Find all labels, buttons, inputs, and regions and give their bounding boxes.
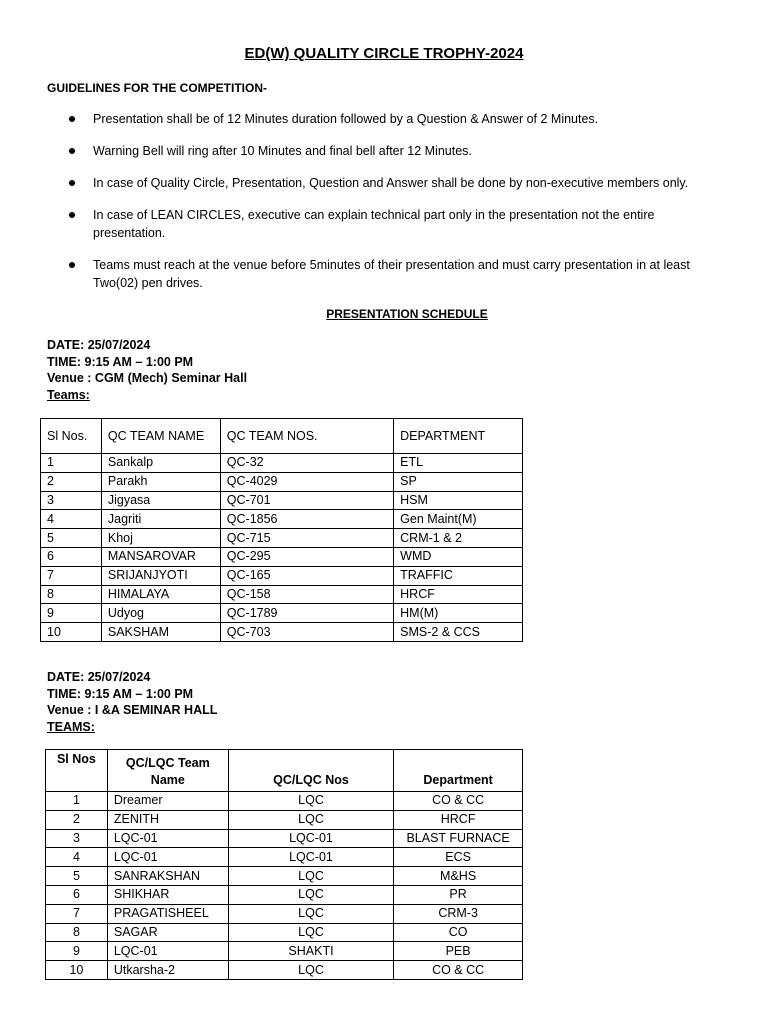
team-no-cell: QC-703 [220,623,393,642]
session2-venue: Venue : I &A SEMINAR HALL [47,703,218,717]
department-cell: TRAFFIC [394,566,523,585]
team-name-cell: SRIJANJYOTI [101,566,220,585]
sl-no-cell: 1 [46,792,108,811]
bullet-icon [69,148,75,154]
team-no-cell: LQC-01 [228,848,393,867]
table-row [41,491,523,510]
session1-date: DATE: 25/07/2024 [47,338,151,352]
sl-no-cell: 5 [46,867,108,886]
session2-info [47,669,217,735]
team-no-cell: LQC [228,904,393,923]
department-cell: Gen Maint(M) [394,510,523,529]
column-header: Sl Nos [46,750,108,792]
table-row [41,547,523,566]
bullet-icon [69,262,75,268]
department-cell: CRM-1 & 2 [394,529,523,548]
team-name-cell: Parakh [101,472,220,491]
page-title: ED(W) QUALITY CIRCLE TROPHY-2024 [244,45,524,62]
department-cell: CRM-3 [394,904,523,923]
sl-no-cell: 10 [41,623,102,642]
guideline-item [65,174,725,192]
department-cell: HRCF [394,585,523,604]
team-name-cell: Khoj [101,529,220,548]
table-row [41,472,523,491]
team-name-cell: MANSAROVAR [101,547,220,566]
team-name-cell: SAGAR [107,923,228,942]
team-no-cell: LQC-01 [228,829,393,848]
table-row [41,604,523,623]
department-cell: BLAST FURNACE [394,829,523,848]
column-header: QC TEAM NOS. [220,419,393,454]
sl-no-cell: 6 [46,885,108,904]
sl-no-cell: 10 [46,961,108,980]
team-name-cell: SANRAKSHAN [107,867,228,886]
team-no-cell: QC-295 [220,547,393,566]
bullet-icon [69,212,75,218]
session2-date: DATE: 25/07/2024 [47,670,151,684]
sl-no-cell: 6 [41,547,102,566]
team-name-cell: Sankalp [101,454,220,473]
team-no-cell: LQC [228,885,393,904]
team-name-cell: Utkarsha-2 [107,961,228,980]
team-name-cell: Jagriti [101,510,220,529]
department-cell: ETL [394,454,523,473]
column-header: Department [394,750,523,792]
team-name-cell: SAKSHAM [101,623,220,642]
team-no-cell: QC-1856 [220,510,393,529]
sl-no-cell: 4 [41,510,102,529]
table-row [46,961,523,980]
team-no-cell: QC-4029 [220,472,393,491]
team-no-cell: QC-158 [220,585,393,604]
session1-time: TIME: 9:15 AM – 1:00 PM [47,354,194,369]
department-cell: ECS [394,848,523,867]
team-no-cell: QC-1789 [220,604,393,623]
guidelines-list [65,110,725,306]
guideline-item [65,256,725,292]
guideline-text: In case of Quality Circle, Presentation, Question and Answer shall be done by non-executive members only. [93,176,689,190]
table-row [46,810,523,829]
table-row [41,566,523,585]
team-no-cell: QC-715 [220,529,393,548]
team-name-cell: Dreamer [107,792,228,811]
sl-no-cell: 9 [41,604,102,623]
session1-table [40,418,523,642]
department-cell: CO & CC [394,792,523,811]
column-header: QC/LQC Nos [228,750,393,792]
guideline-text: Warning Bell will ring after 10 Minutes and final bell after 12 Minutes. [93,144,472,158]
department-cell: HRCF [394,810,523,829]
team-name-cell: Jigyasa [101,491,220,510]
team-no-cell: SHAKTI [228,942,393,961]
table-header-row [41,419,523,454]
sl-no-cell: 4 [46,848,108,867]
department-cell: SMS-2 & CCS [394,623,523,642]
department-cell: SP [394,472,523,491]
sl-no-cell: 3 [41,491,102,510]
guideline-text: Presentation shall be of 12 Minutes duration followed by a Question & Answer of 2 Minutes. [93,112,599,126]
guideline-text: Teams must reach at the venue before 5minutes of their presentation and must carry presentation in at least Two(02) pen drives. [93,258,690,290]
table-row [41,623,523,642]
department-cell: CO [394,923,523,942]
department-cell: HSM [394,491,523,510]
team-name-cell: LQC-01 [107,848,228,867]
schedule-heading: PRESENTATION SCHEDULE [326,307,488,321]
table-row [46,885,523,904]
department-cell: PEB [394,942,523,961]
team-no-cell: LQC [228,792,393,811]
bullet-icon [69,116,75,122]
sl-no-cell: 8 [46,923,108,942]
table-row [46,942,523,961]
team-no-cell: QC-165 [220,566,393,585]
table-row [46,829,523,848]
team-name-cell: PRAGATISHEEL [107,904,228,923]
bullet-icon [69,180,75,186]
guideline-item [65,206,725,242]
sl-no-cell: 9 [46,942,108,961]
sl-no-cell: 3 [46,829,108,848]
sl-no-cell: 1 [41,454,102,473]
guideline-item [65,110,725,128]
team-no-cell: LQC [228,867,393,886]
session2-teams-label: TEAMS: [47,719,95,734]
team-no-cell: LQC [228,961,393,980]
sl-no-cell: 2 [41,472,102,491]
column-header: QC/LQC Team Name [107,750,228,792]
team-name-cell: LQC-01 [107,829,228,848]
column-header: QC TEAM NAME [101,419,220,454]
team-no-cell: QC-32 [220,454,393,473]
department-cell: WMD [394,547,523,566]
team-name-cell: SHIKHAR [107,885,228,904]
team-name-cell: LQC-01 [107,942,228,961]
session1-venue: Venue : CGM (Mech) Seminar Hall [47,371,248,385]
department-cell: CO & CC [394,961,523,980]
table-row [41,585,523,604]
table-row [46,792,523,811]
guidelines-heading: GUIDELINES FOR THE COMPETITION- [47,81,268,95]
team-no-cell: QC-701 [220,491,393,510]
session1-teams-label: Teams: [47,387,90,402]
team-name-cell: HIMALAYA [101,585,220,604]
guideline-item [65,142,725,160]
team-no-cell: LQC [228,810,393,829]
column-header: DEPARTMENT [394,419,523,454]
guideline-text: In case of LEAN CIRCLES, executive can explain technical part only in the presentation not the entire presentation. [93,208,655,240]
table-row [46,904,523,923]
sl-no-cell: 8 [41,585,102,604]
table-row [41,510,523,529]
column-header: Sl Nos. [41,419,102,454]
sl-no-cell: 2 [46,810,108,829]
session1-info [47,337,247,403]
table-row [41,454,523,473]
department-cell: HM(M) [394,604,523,623]
sl-no-cell: 7 [41,566,102,585]
department-cell: M&HS [394,867,523,886]
sl-no-cell: 7 [46,904,108,923]
team-name-cell: ZENITH [107,810,228,829]
table-row [46,867,523,886]
session2-time: TIME: 9:15 AM – 1:00 PM [47,686,194,701]
table-row [46,923,523,942]
team-name-cell: Udyog [101,604,220,623]
table-row [41,529,523,548]
table-row [46,848,523,867]
department-cell: PR [394,885,523,904]
team-no-cell: LQC [228,923,393,942]
sl-no-cell: 5 [41,529,102,548]
session2-table [45,749,523,980]
table-header-row [46,750,523,792]
